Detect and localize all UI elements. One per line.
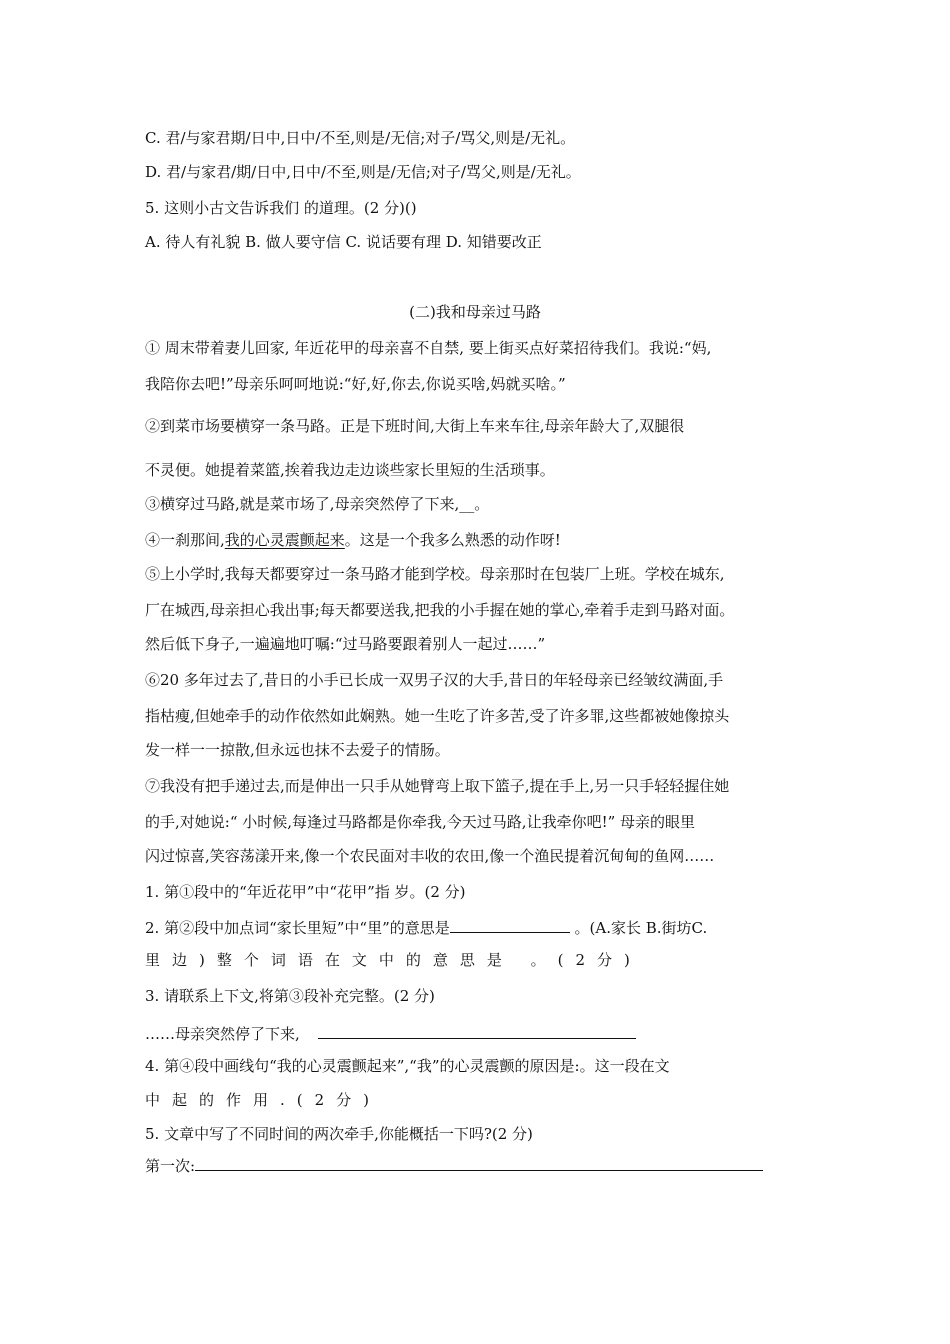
paragraph-6-line-2: 指枯瘦,但她牵手的动作依然如此娴熟。她一生吃了许多苦,受了许多罪,这些都被她像掠头	[145, 707, 730, 725]
question-2-line-2: 里边)整个词语在文中的意思是 。(2分)	[145, 951, 642, 969]
question-2-text: 2. 第②段中加点词“家长里短”中“里”的意思是	[145, 919, 450, 937]
paragraph-7-line-2: 的手,对她说:“ 小时候,每逢过马路都是你牵我,今天过马路,让我牵你吧!” 母亲的眼里	[145, 813, 696, 831]
answer-blank-q2[interactable]	[450, 916, 570, 933]
paragraph-5-line-3: 然后低下身子,一遍遍地叮嘱:“过马路要跟着别人一起过……”	[145, 635, 546, 653]
question-4-line-1: 4. 第④段中画线句“我的心灵震颤起来”,“我”的心灵震颤的原因是:。这一段在文	[145, 1057, 670, 1075]
paragraph-6-line-1: ⑥20 多年过去了,昔日的小手已长成一双男子汉的大手,昔日的年轻母亲已经皱纹满面,手	[145, 671, 724, 689]
question-5-options: A. 待人有礼貌 B. 做人要守信 C. 说话要有理 D. 知错要改正	[145, 233, 542, 251]
paragraph-3: ③横穿过马路,就是菜市场了,母亲突然停了下来,__。	[145, 495, 490, 513]
paragraph-4	[145, 530, 561, 550]
paragraph-1-line-1: ① 周末带着妻儿回家, 年近花甲的母亲喜不自禁, 要上街买点好菜招待我们。我说:“妈,	[145, 339, 712, 357]
paragraph-5-line-1: ⑤上小学时,我每天都要穿过一条马路才能到学校。母亲那时在包装厂上班。学校在城东,	[145, 565, 725, 583]
question-5: 5. 文章中写了不同时间的两次牵手,你能概括一下吗?(2 分)	[145, 1125, 533, 1143]
question-2-options: 。(A.家长 B.街坊C.	[569, 919, 708, 937]
question-3: 3. 请联系上下文,将第③段补充完整。(2 分)	[145, 987, 435, 1005]
paragraph-2-line-1: ②到菜市场要横穿一条马路。正是下班时间,大街上车来车往,母亲年龄大了,双腿很	[145, 417, 685, 435]
answer-blank-q3[interactable]	[318, 1022, 636, 1039]
question-3-answer	[145, 1022, 636, 1044]
option-c: C. 君/与家君期/日中,日中/不至,则是/无信;对子/骂父,则是/无礼。	[145, 129, 576, 147]
paragraph-4-prefix: ④一刹那间,	[145, 531, 225, 549]
paragraph-2-line-2: 不灵便。她提着菜篮,挨着我边走边谈些家长里短的生活琐事。	[145, 461, 555, 479]
paragraph-4-suffix: 。这是一个我多么熟悉的动作呀!	[344, 531, 561, 549]
question-4-line-2: 中起的作用.(2分)	[145, 1091, 382, 1109]
option-d: D. 君/与家君/期/日中,日中/不至,则是/无信;对子/骂父,则是/无礼。	[145, 163, 581, 181]
question-2-line-1	[145, 916, 707, 938]
question-1: 1. 第①段中的“年近花甲”中“花甲”指 岁。(2 分)	[145, 883, 466, 901]
paragraph-7-line-3: 闪过惊喜,笑容荡漾开来,像一个农民面对丰收的农田,像一个渔民提着沉甸甸的鱼网……	[145, 847, 715, 865]
answer-blank-q5-first[interactable]	[195, 1154, 763, 1171]
question-5-part1: 5. 这则小古文告诉我们 的道理。(2 分)()	[145, 199, 417, 217]
section-title: (二)我和母亲过马路	[409, 303, 541, 321]
paragraph-6-line-3: 发一样一一掠散,但永远也抹不去爱子的情肠。	[145, 741, 450, 759]
first-label: 第一次:	[145, 1157, 196, 1175]
paragraph-7-line-1: ⑦我没有把手递过去,而是伸出一只手从她臂弯上取下篮子,提在手上,另一只手轻轻握住她	[145, 777, 730, 795]
question-5-first	[145, 1154, 763, 1176]
paragraph-5-line-2: 厂在城西,母亲担心我出事;每天都要送我,把我的小手握在她的掌心,牵着手走到马路对面。	[145, 601, 735, 619]
underlined-sentence: 我的心灵震颤起来	[224, 531, 345, 549]
question-3-prefix: ……母亲突然停了下来,	[145, 1025, 300, 1043]
paragraph-1-line-2: 我陪你去吧!”母亲乐呵呵地说:“好,好,你去,你说买啥,妈就买啥。”	[145, 375, 566, 393]
